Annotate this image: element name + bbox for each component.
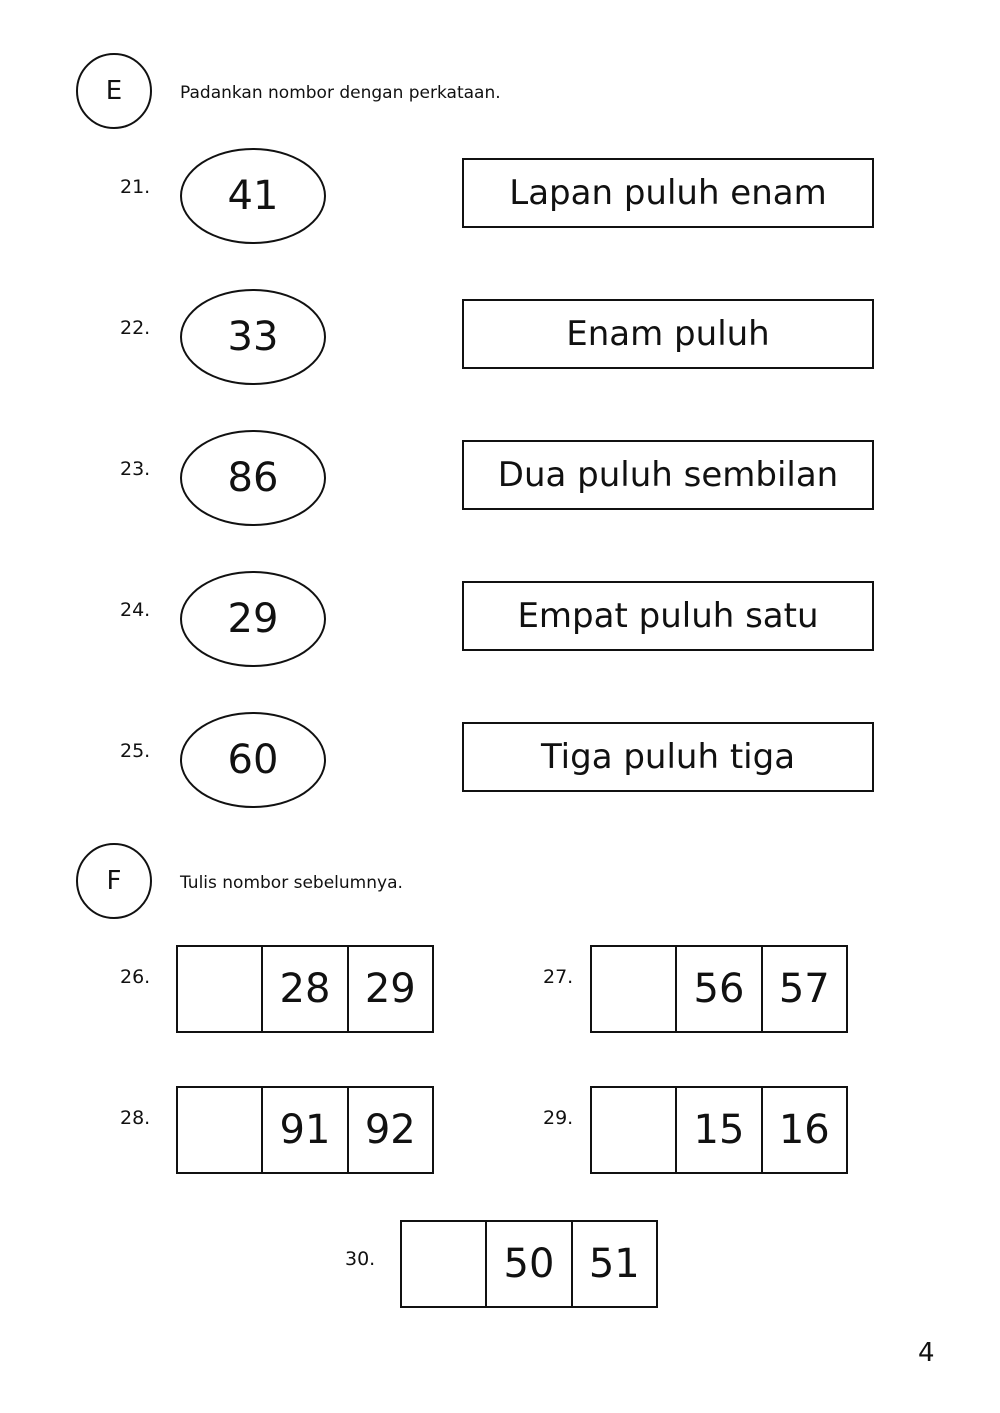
sequence-number-cell: 29 — [364, 966, 416, 1012]
question-30-number: 30. — [345, 1248, 376, 1270]
sequence-box-27 — [590, 945, 848, 1033]
word-box-tiga-puluh-tiga[interactable] — [462, 722, 874, 792]
question-22-number: 22. — [120, 317, 151, 339]
answer-blank-cell[interactable] — [592, 947, 677, 1031]
number-oval-29[interactable] — [180, 571, 326, 667]
answer-blank-cell[interactable] — [592, 1088, 677, 1172]
sequence-number-cell: 57 — [778, 966, 830, 1012]
sequence-number-cell: 15 — [677, 1088, 762, 1172]
sequence-number-cell: 51 — [588, 1241, 640, 1287]
word-box-lapan-puluh-enam[interactable] — [462, 158, 874, 228]
word-box-dua-puluh-sembilan[interactable] — [462, 440, 874, 510]
question-28-number: 28. — [120, 1107, 151, 1129]
section-f-letter: F — [106, 866, 122, 896]
number-oval-41[interactable] — [180, 148, 326, 244]
question-21-number: 21. — [120, 176, 151, 198]
sequence-box-29 — [590, 1086, 848, 1174]
sequence-number-cell: 50 — [487, 1222, 572, 1306]
word-box-label: Tiga puluh tiga — [540, 737, 796, 777]
word-box-label: Dua puluh sembilan — [497, 455, 839, 495]
page-number: 4 — [918, 1338, 935, 1368]
sequence-number-cell: 91 — [263, 1088, 348, 1172]
answer-blank-cell[interactable] — [402, 1222, 487, 1306]
section-f-instruction: Tulis nombor sebelumnya. — [180, 873, 403, 893]
sequence-box-26 — [176, 945, 434, 1033]
oval-number: 41 — [227, 173, 279, 219]
oval-number: 33 — [227, 314, 279, 360]
word-box-label: Empat puluh satu — [517, 596, 819, 636]
word-box-label: Lapan puluh enam — [509, 173, 827, 213]
answer-blank-cell[interactable] — [178, 1088, 263, 1172]
number-oval-60[interactable] — [180, 712, 326, 808]
oval-number: 29 — [227, 596, 279, 642]
word-box-label: Enam puluh — [566, 314, 770, 354]
question-26-number: 26. — [120, 966, 151, 988]
section-e-label — [76, 53, 152, 129]
question-29-number: 29. — [543, 1107, 574, 1129]
sequence-number-cell: 92 — [364, 1107, 416, 1153]
answer-blank-cell[interactable] — [178, 947, 263, 1031]
number-oval-86[interactable] — [180, 430, 326, 526]
question-27-number: 27. — [543, 966, 574, 988]
word-box-enam-puluh[interactable] — [462, 299, 874, 369]
section-e-instruction: Padankan nombor dengan perkataan. — [180, 83, 501, 103]
number-oval-33[interactable] — [180, 289, 326, 385]
oval-number: 60 — [227, 737, 279, 783]
word-box-empat-puluh-satu[interactable] — [462, 581, 874, 651]
question-23-number: 23. — [120, 458, 151, 480]
oval-number: 86 — [227, 455, 279, 501]
question-25-number: 25. — [120, 740, 151, 762]
sequence-number-cell: 56 — [677, 947, 762, 1031]
question-24-number: 24. — [120, 599, 151, 621]
section-f-label — [76, 843, 152, 919]
sequence-number-cell: 28 — [263, 947, 348, 1031]
sequence-box-30 — [400, 1220, 658, 1308]
sequence-number-cell: 16 — [778, 1107, 830, 1153]
section-e-letter: E — [105, 76, 123, 106]
sequence-box-28 — [176, 1086, 434, 1174]
